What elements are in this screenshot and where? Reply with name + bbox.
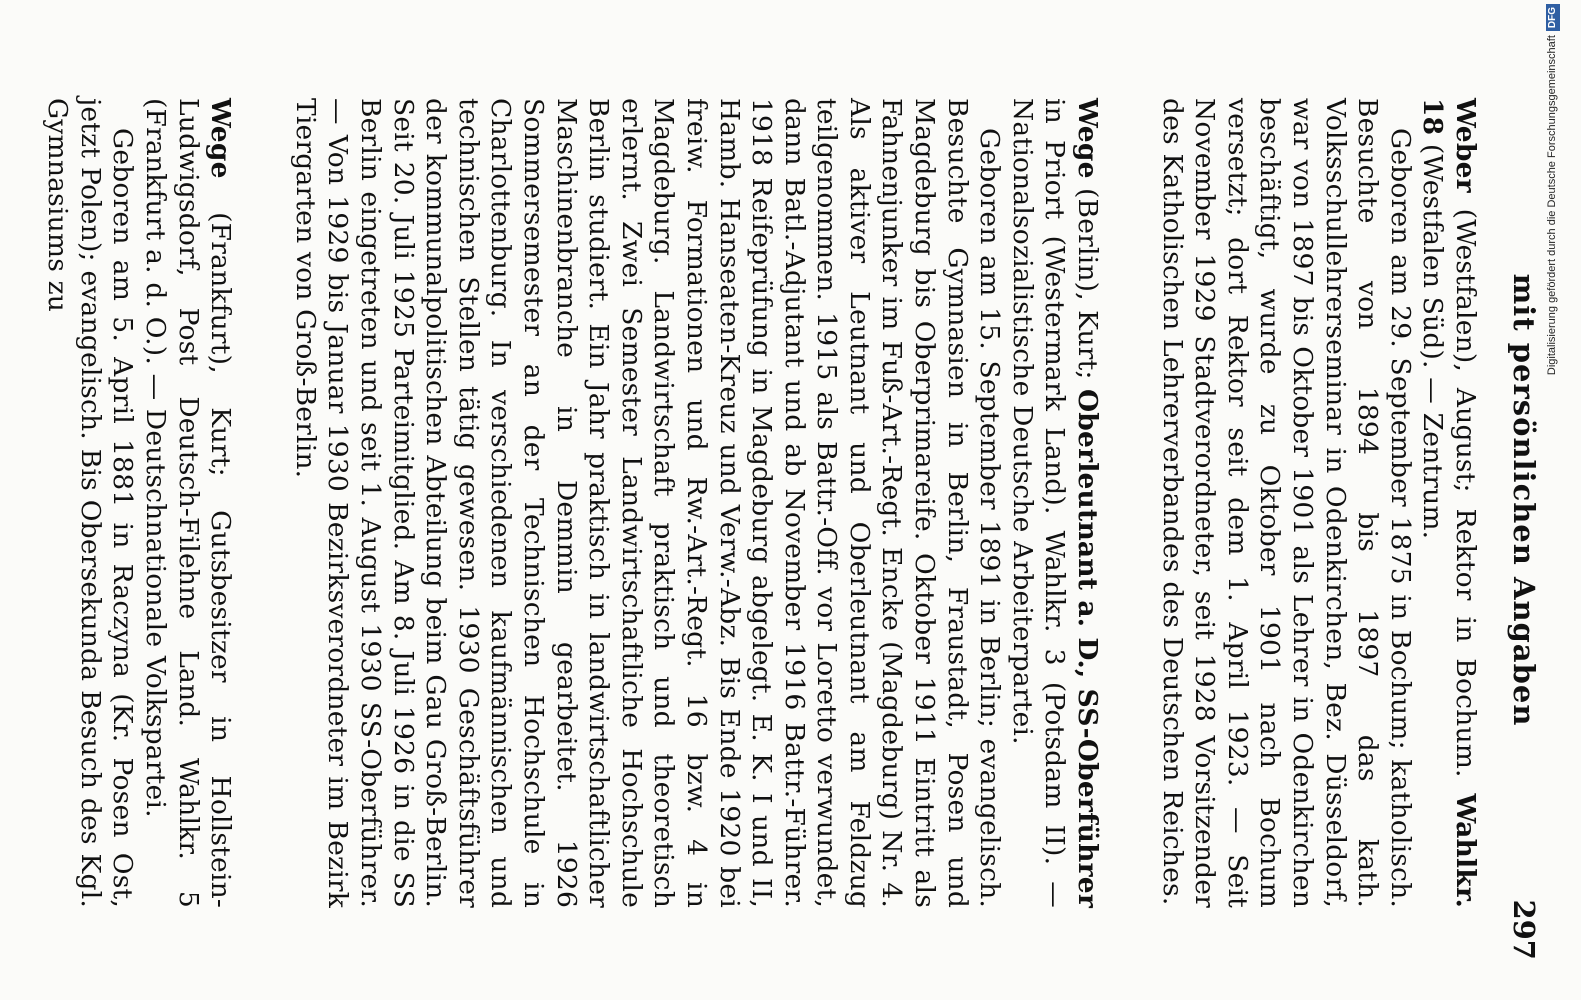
digitization-credit <box>1538 6 1564 986</box>
biography-entry <box>288 98 1103 908</box>
entry-biography: Geboren am 15. September 1891 in Berlin; evangelisch. Besuchte Gymnasien in Berlin, Fraustadt, Posen und Magdeburg bis Oberprimareife. Oktober 1911 Eintritt als Fahnenjunker im Fuß-Art.-Regt. Encke (Magdeburg) Nr. 4. Als aktiver Leutnant und Oberleutnant am Feldzug teilgenommen. 1915 als Battr.-Off. vor Loretto verwundet, dann Batl.-Adjutant und ab November 1916 Battr.-Führer. 1918 Reifeprüfung in Magdeburg abgelegt. E. K. I und II, Hamb. Hanseaten-Kreuz und Verw.-Abz. Bis Ende 1920 bei freiw. Formationen und Rw.-Art.-Regt. 16 bzw. 4 in Magdeburg. Landwirtschaft praktisch und theoretisch erlernt. Zwei Semester Landwirtschaftliche Hochschule Berlin studiert. Ein Jahr praktisch in landwirtschaftlicher Maschinenbranche in Demmin gearbeitet. 1926 Sommersemester an der Technischen Hochschule in Charlottenburg. In verschiedenen kaufmännischen und technischen Stellen tätig gewesen. 1930 Geschäftsführer der kommunalpolitischen Abteilung beim Gau Groß-Berlin. Seit 20. Juli 1925 Parteimitglied. Am 8. Juli 1926 in die SS Berlin eingetreten und seit 1. August 1930 SS-Oberführer. — Von 1929 bis Januar 1930 Bezirksverordneter im Bezirk Tiergarten von Groß-Berlin. <box>289 98 1006 908</box>
biography-entry <box>41 98 237 908</box>
dfg-logo: DFG <box>1546 4 1560 31</box>
entry-heading <box>1005 98 1103 908</box>
credit-text: Digitalisierung gefördert durch die Deutsche Forschungsgemeinschaft <box>1546 35 1558 376</box>
entry-name: Wege <box>205 98 237 179</box>
entry-heading <box>138 98 236 908</box>
entry-intro: (Westfalen), August; Rektor in Bochum. <box>1450 192 1481 794</box>
entry-intro-bold: Wahlkr. 18 <box>1417 98 1481 908</box>
biography-entries <box>0 98 1481 908</box>
credit-text-line <box>1542 4 1562 984</box>
entry-name: Weber <box>1450 98 1481 193</box>
entry-heading <box>1416 98 1481 908</box>
page-number: 297 <box>1507 899 1541 960</box>
entry-intro-tail: in Priort (Westermark Land). Wahlkr. 3 (Potsdam II). — Nationalsozialistische Deutsche Arbeiterpartei. <box>1006 98 1071 908</box>
entry-biography: Geboren am 5. April 1881 in Raczyna (Kr. Posen Ost, jetzt Polen); evangelisch. Bis Obersekunda Besuch des Kgl. Gymnasiums zu <box>42 98 139 908</box>
entry-intro: (Frankfurt), Kurt; Gutsbesitzer in Hollstein-Ludwigsdorf, Post Deutsch-Filehne Land. Wahlkr. 5 (Frankfurt a. d. O.). — Deutschnationale Volkspartei. <box>140 98 237 908</box>
entry-intro: (Berlin), Kurt; <box>1072 178 1104 389</box>
entry-intro-tail: (Westfalen Süd). — Zentrum. <box>1417 135 1449 540</box>
entry-name: Wege <box>1072 98 1104 179</box>
header-title: mit persönlichen Angaben <box>1507 273 1541 727</box>
entry-intro-bold: Oberleutnant a. D., SS-Oberführer <box>1072 389 1104 908</box>
biography-entry <box>1155 98 1481 908</box>
entry-biography: Geboren am 29. September 1875 in Bochum; katholisch. Besuchte von 1894 bis 1897 das kath. Volksschullehrerseminar in Odenkirchen, Bez. Düsseldorf, war von 1897 bis Oktober 1901 als Lehrer in Odenkirchen beschäftigt, wurde zu Oktober 1901 nach Bochum versetzt; dort Rektor seit dem 1. April 1923. — Seit November 1929 Stadtverordneter, seit 1928 Vorsitzender des Katholischen Lehrerverbandes des Deutschen Reiches. <box>1156 98 1416 908</box>
